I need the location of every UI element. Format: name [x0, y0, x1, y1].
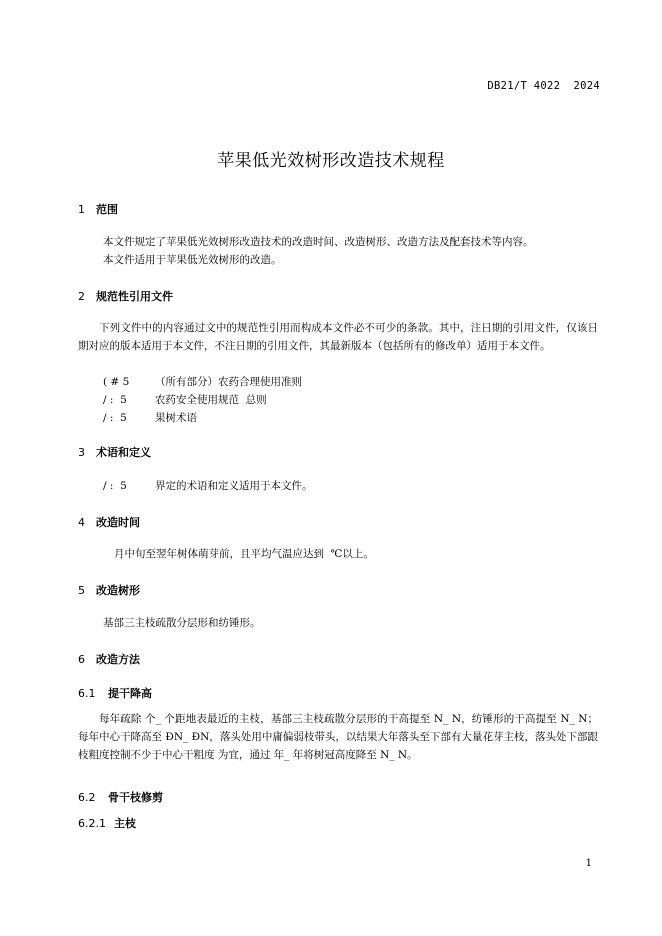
section-1-paragraph-1: 本文件规定了苹果低光效树形改造技术的改造时间、改造树形、改造方法及配套技术等内容。 — [103, 236, 534, 248]
section-5-number: 5 — [78, 584, 85, 597]
section-3-number: 3 — [78, 446, 85, 459]
subsection-6-2-number: 6.2 — [78, 791, 96, 804]
section-4-number: 4 — [78, 516, 85, 529]
reference-title: （所有部分）农药合理使用准则 — [155, 376, 302, 388]
subsection-6-2-1-number: 6.2.1 — [78, 817, 106, 830]
section-5-heading — [78, 582, 140, 598]
section-4-paragraph: 月中旬至翌年树体萌芽前，且平均气温应达到 ℃以上。 — [114, 548, 374, 560]
section-2-title: 规范性引用文件 — [96, 290, 173, 303]
document-title: 苹果低光效树形改造技术规程 — [217, 151, 445, 171]
section-3-paragraph — [103, 477, 313, 495]
section-3-heading — [78, 444, 151, 460]
standard-code: DB21/T 4022 2024 — [487, 80, 600, 92]
section-5-paragraph: 基部三主枝疏散分层形和纺锤形。 — [103, 617, 261, 629]
subsection-6-2-heading — [78, 789, 163, 805]
reference-code: ( # 5 — [103, 376, 130, 388]
section-3-title: 术语和定义 — [96, 446, 151, 459]
section-3-text: 界定的术语和定义适用于本文件。 — [155, 480, 313, 492]
section-4-title: 改造时间 — [96, 516, 140, 529]
reference-title: 果树术语 — [155, 412, 197, 424]
section-6-number: 6 — [78, 653, 85, 666]
subsection-6-1-title: 提干降高 — [108, 687, 152, 700]
section-6-title: 改造方法 — [96, 653, 140, 666]
reference-item — [103, 373, 302, 391]
reference-item — [103, 391, 267, 409]
section-5-title: 改造树形 — [96, 584, 140, 597]
section-6-heading — [78, 651, 140, 667]
section-2-heading — [78, 288, 173, 304]
section-1-title: 范围 — [96, 203, 118, 216]
section-1-heading — [78, 201, 118, 217]
reference-item — [103, 409, 197, 427]
section-4-heading — [78, 514, 140, 530]
subsection-6-2-title: 骨干枝修剪 — [108, 791, 163, 804]
section-1-number: 1 — [78, 203, 85, 216]
subsection-6-1-heading — [78, 685, 152, 701]
subsection-6-2-1-title: 主枝 — [114, 817, 136, 830]
reference-code: / : 5 — [103, 394, 127, 406]
reference-code: / : 5 — [103, 412, 127, 424]
page-number: 1 — [585, 858, 592, 869]
section-1-paragraph-2: 本文件适用于苹果低光效树形的改造。 — [103, 254, 282, 266]
section-2-number: 2 — [78, 290, 85, 303]
reference-title: 农药安全使用规范 总则 — [155, 394, 267, 406]
reference-code: / : 5 — [103, 480, 127, 492]
subsection-6-1-number: 6.1 — [78, 687, 96, 700]
section-2-intro: 下列文件中的内容通过文中的规范性引用而构成本文件必不可少的条款。其中，注日期的引用文件，仅该日期对应的版本适用于本文件，不注日期的引用文件，其最新版本（包括所有的修改单）适用于本文件。 — [78, 322, 598, 352]
subsection-6-2-1-heading — [78, 815, 136, 831]
subsection-6-1-paragraph: 每年疏除 个_ 个距地表最近的主枝，基部三主枝疏散分层形的干高提至 N_ N，纺锤形的干高提至 N_ N；每年中心干降高至 ĐN_ ĐN，落头处用中庸偏弱枝带头，以结果大年落头至下部有大量花芽主枝，落头处下部跟枝粗度控制不少于中心干粗度 为宜，通过 年_ 年将树冠高度降至 N_ N。 — [78, 713, 598, 761]
